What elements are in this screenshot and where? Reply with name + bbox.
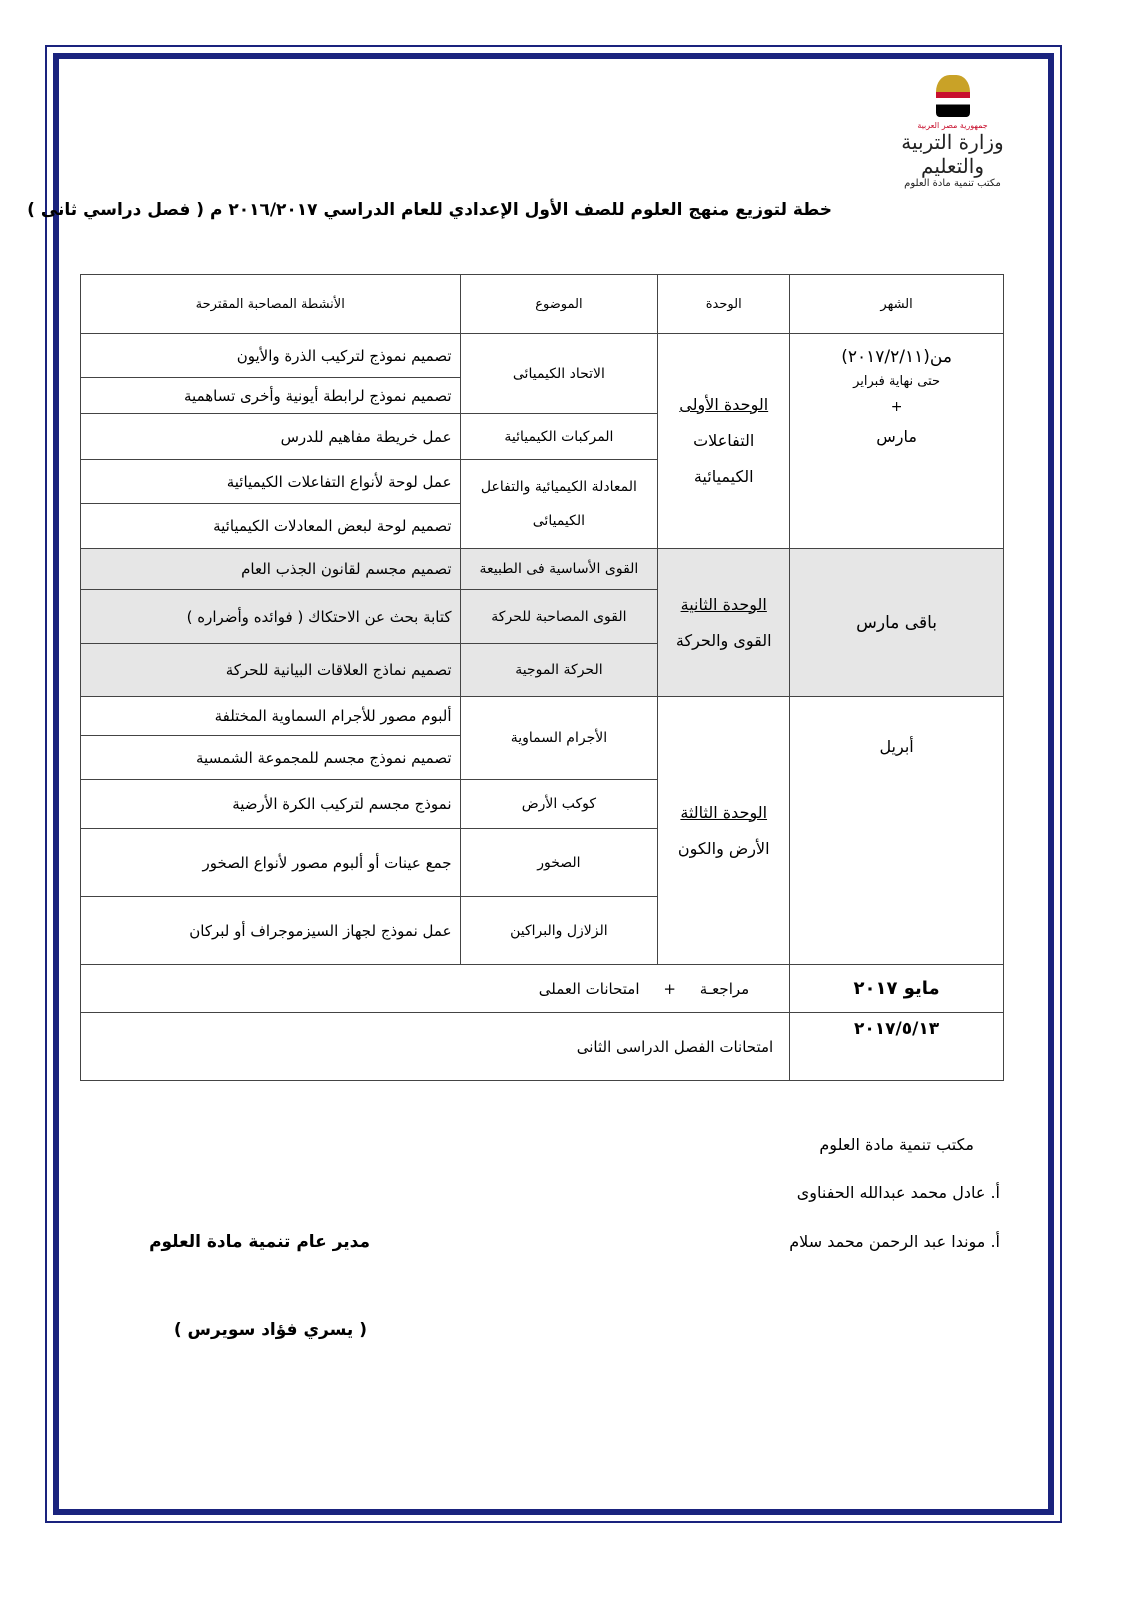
activity-cell: تصميم نموذج لرابطة أيونية وأخرى تساهمية [81,378,461,414]
month-cell: باقى مارس [790,549,1004,697]
logo-republic: جمهورية مصر العربية [917,121,988,130]
table-row [81,965,1004,1013]
document-title: خطة لتوزيع منهج العلوم للصف الأول الإعدادي للعام الدراسي ٢٠١٦/٢٠١٧ م ( فصل دراسي ثانى ) [27,200,832,220]
topic-cell: الاتحاد الكيميائى [460,334,658,414]
month-line: حتى نهاية فبراير [853,374,941,389]
topic-cell: المركبات الكيميائية [460,414,658,460]
month-line: مارس [876,427,917,446]
unit-name: الكيميائية [693,467,754,486]
table-row [81,334,1004,378]
unit-name: الأرض والكون [677,838,770,858]
curriculum-table [80,274,1004,1081]
month-cell: أبريل [790,697,1004,965]
logo-ministry: وزارة التربية والتعليم [901,130,1004,178]
topic-cell: الصخور [460,829,658,897]
logo-office: مكتب تنمية مادة العلوم [904,178,1001,189]
activity-cell: ألبوم مصور للأجرام السماوية المختلفة [81,697,461,736]
table-header-row [81,275,1004,334]
topic-cell: الزلازل والبراكين [460,897,658,965]
activity-cell: تصميم لوحة لبعض المعادلات الكيميائية [81,504,461,549]
unit-name: القوى والحركة [675,630,772,650]
topic-cell: الحركة الموجية [460,644,658,697]
table-row [81,697,1004,736]
activity-cell: كتابة بحث عن الاحتكاك ( فوائده وأضراره ) [81,590,461,644]
exam-date-cell: ٢٠١٧/٥/١٣ [790,1013,1004,1081]
month-line: + [890,399,903,415]
table-row [81,549,1004,590]
topic-cell: الأجرام السماوية [460,697,658,780]
unit-cell [658,334,790,549]
header-month: الشهر [790,275,1004,334]
topic-cell: المعادلة الكيميائية والتفاعل الكيميائى [460,460,658,549]
activity-cell: عمل لوحة لأنواع التفاعلات الكيميائية [81,460,461,504]
activity-cell: عمل خريطة مفاهيم للدرس [81,414,461,460]
signatory-1: أ. عادل محمد عبدالله الحفناوى [796,1183,1000,1202]
exam-cell: امتحانات الفصل الدراسى الثانى [81,1013,790,1081]
activity-cell: جمع عينات أو ألبوم مصور لأنواع الصخور [81,829,461,897]
month-line: من(٢٠١٧/٢/١١) [841,347,952,367]
signatory-2: أ. موندا عبد الرحمن محمد سلام [789,1232,1000,1251]
header-activities: الأنشطة المصاحبة المقترحة [81,275,461,334]
activity-cell: تصميم مجسم لقانون الجذب العام [81,549,461,590]
office-name: مكتب تنمية مادة العلوم [819,1135,974,1154]
review-cell: مراجعـة + امتحانات العملى [81,965,790,1013]
activity-cell: تصميم نموذج مجسم للمجموعة الشمسية [81,736,461,780]
activity-cell: تصميم نموذج لتركيب الذرة والأيون [81,334,461,378]
header-topic: الموضوع [460,275,658,334]
unit-title: الوحدة الثانية [680,594,767,614]
month-cell: مايو ٢٠١٧ [790,965,1004,1013]
activity-cell: تصميم نماذج العلاقات البيانية للحركة [81,644,461,697]
director-name: ( يسري فؤاد سويرس ) [173,1320,367,1340]
topic-cell: القوى المصاحبة للحركة [460,590,658,644]
month-cell [790,334,1004,549]
director-title: مدير عام تنمية مادة العلوم [149,1232,370,1252]
activity-cell: نموذج مجسم لتركيب الكرة الأرضية [81,780,461,829]
unit-name: التفاعلات [693,431,755,450]
eagle-emblem-icon [936,75,970,117]
unit-title: الوحدة الثالثة [680,802,768,822]
activity-cell: عمل نموذج لجهاز السيزموجراف أو لبركان [81,897,461,965]
unit-cell [658,549,790,697]
header-unit: الوحدة [658,275,790,334]
ministry-logo [880,75,1025,195]
topic-cell: القوى الأساسية فى الطبيعة [460,549,658,590]
table-row [81,1013,1004,1081]
unit-title: الوحدة الأولى [679,395,769,414]
topic-cell: كوكب الأرض [460,780,658,829]
unit-cell [658,697,790,965]
